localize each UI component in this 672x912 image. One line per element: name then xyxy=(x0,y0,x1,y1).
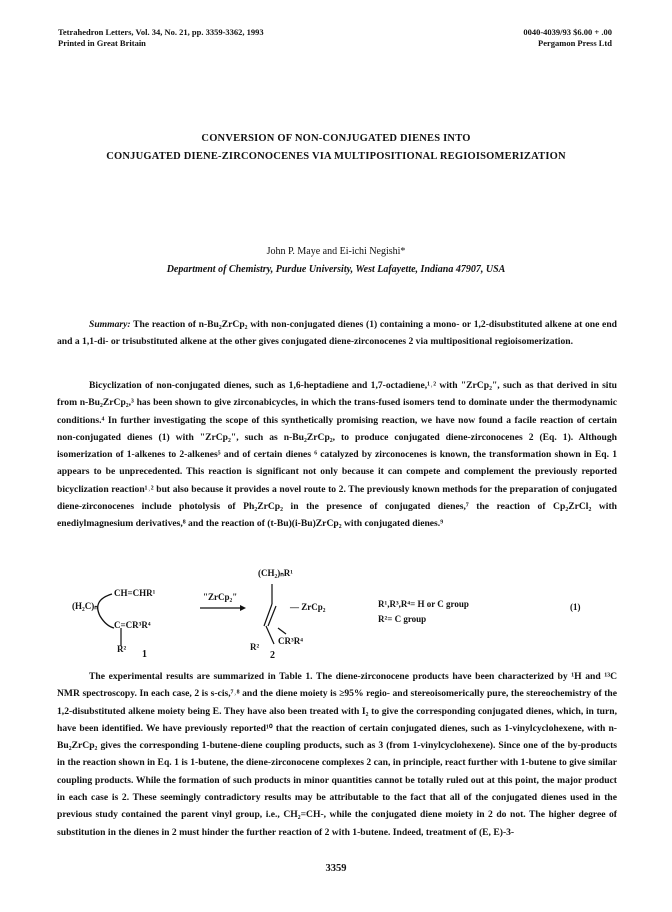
eq-top-chain: (CH₂)ₙR¹ xyxy=(258,568,293,578)
authors: John P. Maye and Ei-ichi Negishi* xyxy=(266,246,406,257)
eq-def-2: R²= C group xyxy=(378,614,427,624)
equation-bonds xyxy=(0,564,672,662)
eq-ch2-n: (H₂C)ₙ xyxy=(72,601,98,611)
publisher-name: Pergamon Press Ltd xyxy=(538,38,612,48)
eq-cr3r4: CR³R⁴ xyxy=(278,636,303,646)
printed-in: Printed in Great Britain xyxy=(58,38,146,48)
eq-reagent: "ZrCp₂" xyxy=(203,592,238,602)
summary-text: The reaction of n-Bu₂ZrCp₂ with non-conjugated dienes (1) containing a mono- or 1,2-disubstituted alkene at one end and a 1,1-di- or trisubstituted alkene at the other gives conjugated diene-zirconocenes 2 via multipositional regioisomerization. xyxy=(57,319,617,348)
equation-1 xyxy=(0,564,672,662)
summary xyxy=(57,316,617,351)
eq-alkene: C=CR³R⁴ xyxy=(114,620,151,630)
eq-label-1: 1 xyxy=(142,649,147,660)
publisher-header xyxy=(523,27,612,49)
eq-r2-right: R² xyxy=(250,642,260,652)
eq-def-1: R¹,R³,R⁴= H or C group xyxy=(378,599,469,609)
eq-zrcp2: — ZrCp₂ xyxy=(290,602,326,612)
title-line-2: CONJUGATED DIENE-ZIRCONOCENES VIA MULTIPOSITIONAL REGIOISOMERIZATION xyxy=(106,151,566,162)
page-number: 3359 xyxy=(325,863,347,874)
price-code: 0040-4039/93 $6.00 + .00 xyxy=(523,27,612,37)
paragraph-1-text: Bicyclization of non-conjugated dienes, such as 1,6-heptadiene and 1,7-octadiene,¹˒² with "ZrCp₂", such as that derived in situ from n-Bu₂ZrCp₂,³ has been shown to give zirconabicycles, in which the trans-fused isomers tend to dominate under the thermodynamic conditions.⁴ In further investigating the scope of this synthetically promising reaction, we have now found a facile reaction of certain non-conjugated dienes (1) with "ZrCp₂", such as n-Bu₂ZrCp₂, to produce conjugated diene-zirconocenes 2 (Eq. 1). Although isomerization of 1-alkenes to 2-alkenes⁵ and of certain dienes ⁶ catalyzed by zirconocenes is known, the transformation shown in Eq. 1 appears to be unprecedented. This reaction is significant not only because it can compete and complement the previously reported bicyclization reaction¹˒² but also because it provides a novel route to 2. The previously known methods for the preparation of conjugated diene-zirconocenes include photolysis of Ph₂ZrCp₂ in the presence of conjugated dienes,⁷ the reaction of Cp₂ZrCl₂ with enediylmagnesium derivatives,⁸ and the reaction of (t-Bu)(i-Bu)ZrCp₂ with conjugated dienes.⁹ xyxy=(57,380,617,530)
eq-vinyl: CH=CHR¹ xyxy=(114,588,156,598)
affiliation: Department of Chemistry, Purdue University, West Lafayette, Indiana 47907, USA xyxy=(166,264,506,275)
paragraph-1 xyxy=(57,377,617,533)
eq-number: (1) xyxy=(570,602,581,612)
eq-label-2: 2 xyxy=(270,650,275,661)
journal-header xyxy=(58,27,264,49)
paragraph-2-text: The experimental results are summarized in Table 1. The diene-zirconocene products have been characterized by ¹H and ¹³C NMR spectroscopy. In each case, 2 is s-cis,⁷˒⁸ and the diene moiety is ≥95% regio- and stereoisomerically pure, the stereochemistry of the 1,2-disubstituted alkene moiety being E. They have also been treated with I₂ to give the corresponding conjugated dienes, which, in turn, have been identified. We have previously reported¹⁰ that the reaction of certain conjugated dienes, such as 1-vinylcyclohexene, with n-Bu₂ZrCp₂ gives the corresponding 1-butene-diene coupling products, such as 3 (from 1-vinylcyclohexene). Since one of the by-products in the reaction shown in Eq. 1 is 1-butene, the diene-zirconocene complexes 2 can, in principle, react further with 1-butene to give similar coupling products. While the formation of such products in minor quantities cannot be totally ruled out at this point, the major product in each case is 2. These seemingly contradictory results may be attributable to the fact that all of the conjugated dienes used in the previous study contained the parent vinyl group, i.e., CH₂=CH-, while the conjugated diene moiety in 2 do not. The higher degree of substitution in the dienes in 2 must hinder the further reaction of 2 with 1-butene. Indeed, treatment of (E, E)-3- xyxy=(57,671,617,838)
journal-citation: Tetrahedron Letters, Vol. 34, No. 21, pp. 3359-3362, 1993 xyxy=(58,27,264,37)
summary-label: Summary: xyxy=(89,319,131,330)
eq-r2-left: R² xyxy=(117,644,127,654)
title-line-1: CONVERSION OF NON-CONJUGATED DIENES INTO xyxy=(201,133,471,144)
paragraph-2 xyxy=(57,668,617,841)
